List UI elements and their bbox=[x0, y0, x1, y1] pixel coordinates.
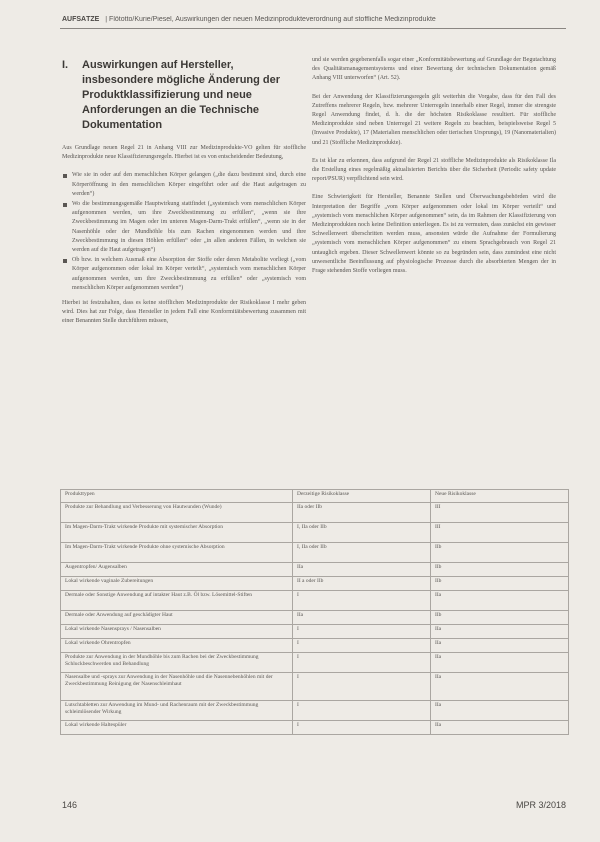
header-divider bbox=[60, 28, 566, 29]
current-class-cell: I bbox=[293, 701, 431, 721]
new-class-cell: IIa bbox=[431, 673, 569, 701]
current-class-cell: I, IIa oder IIb bbox=[293, 543, 431, 563]
page-number: 146 bbox=[62, 800, 78, 810]
new-class-cell: IIb bbox=[431, 577, 569, 591]
product-type-cell: Produkte zur Behandlung und Verbesserung von Hautwunden (Wunde) bbox=[61, 503, 293, 523]
table-row bbox=[61, 673, 569, 701]
table-row bbox=[61, 503, 569, 523]
product-type-cell: Im Magen-Darm-Trakt wirkende Produkte mit systemischer Absorption bbox=[61, 523, 293, 543]
risk-class-table-wrapper bbox=[60, 489, 568, 735]
section-title: Auswirkungen auf Hersteller, insbesondere mögliche Änderung der Produktklassifizierung und neue Anforderungen an die Technische Dokumentation bbox=[82, 59, 281, 131]
current-class-cell: I bbox=[293, 673, 431, 701]
table-row bbox=[61, 721, 569, 735]
table-row bbox=[61, 523, 569, 543]
current-class-cell: IIa bbox=[293, 563, 431, 577]
left-intro-paragraph: Aus Grundlage neuen Regel 21 in Anhang VIII zur Medizinprodukte-VO gelten für stoffliche Medizinprodukte neue Klassifizierungsregeln. Hierbei ist es von entscheidender Bedeutung, bbox=[62, 145, 306, 161]
table-row bbox=[61, 577, 569, 591]
product-type-cell: Lokal wirkende Haltespüler bbox=[61, 721, 293, 735]
current-class-cell: I bbox=[293, 639, 431, 653]
header-product-type: Produkttypen bbox=[61, 490, 293, 503]
criteria-item: Ob bzw. in welchem Ausmaß eine Absorption der Stoffe oder deren Metabolite vorliegt („vom Körper aufgenommen oder lokal im Körper verteilt“, „systemisch vom menschlichen Körper aufgenommen werden, um ihre Zweckbestimmung zu erfüllen“ oder „systemisch vom menschlichen Körper aufgenommen werden“) bbox=[62, 256, 306, 293]
current-class-cell: II a oder IIb bbox=[293, 577, 431, 591]
running-head bbox=[62, 16, 562, 23]
current-class-cell: I, IIa oder IIb bbox=[293, 523, 431, 543]
product-type-cell: Augentropfen/ Augensalben bbox=[61, 563, 293, 577]
right-paragraph-1: und sie werden gegebenenfalls sogar einer „Konformitätsbewertung auf Grundlage der Begutachtung des Qualitätsmanagementsystems und einer Bewertung der technischen Dokumentation gemäß Anhang VIII unterworfen“ (Art. 52). bbox=[312, 57, 556, 82]
running-head-section: AUFSÄTZE bbox=[62, 16, 100, 23]
new-class-cell: IIa bbox=[431, 701, 569, 721]
left-column bbox=[62, 56, 306, 336]
new-class-cell: IIa bbox=[431, 653, 569, 673]
header-current-class: Derzeitige Risikoklasse bbox=[293, 490, 431, 503]
table-header-row bbox=[61, 490, 569, 503]
risk-class-table bbox=[60, 489, 569, 735]
product-type-cell: Dermale oder Anwendung auf geschädigter Haut bbox=[61, 611, 293, 625]
product-type-cell: Lokal wirkende Nasensprays / Nasensalben bbox=[61, 625, 293, 639]
table-row bbox=[61, 543, 569, 563]
new-class-cell: IIa bbox=[431, 591, 569, 611]
table-row bbox=[61, 639, 569, 653]
current-class-cell: I bbox=[293, 721, 431, 735]
table-row bbox=[61, 563, 569, 577]
product-type-cell: Nasensalbe und -sprays zur Anwendung in der Nasenhöhle und die Nasennebenhöhlen mit der Zweckbestimmung Reinigung der Nasenschleimhaut bbox=[61, 673, 293, 701]
left-closing-paragraph: Hierbei ist festzuhalten, dass es keine stofflichen Medizinprodukte der Risikoklasse I mehr geben wird. Dies hat zur Folge, dass Hersteller in jedem Fall eine Konformitätsbewertung zusammen mit einer Benannten Stelle durchführen müssen, bbox=[62, 300, 306, 325]
running-head-text: | Flötotto/Kurie/Piesel, Auswirkungen der neuen Medizinprodukteverordnung auf stoffliche Medizinprodukte bbox=[105, 16, 436, 23]
new-class-cell: IIa bbox=[431, 625, 569, 639]
product-type-cell: Lokal wirkende vaginale Zubereitungen bbox=[61, 577, 293, 591]
product-type-cell: Lokal wirkende Ohrentropfen bbox=[61, 639, 293, 653]
product-type-cell: Lutschtabletten zur Anwendung im Mund- und Rachenraum mit der Zweckbestimmung schleimlösender Wirkung bbox=[61, 701, 293, 721]
new-class-cell: IIb bbox=[431, 563, 569, 577]
right-paragraph-3: Es ist klar zu erkennen, dass aufgrund der Regel 21 stoffliche Medizinprodukte als Risikoklasse Ila die Erstellung eines regelmäßig aktualisierten Berichts über die Sicherheit (Periodic safety update report/PSUR) verpflichtend sein wird. bbox=[312, 157, 556, 183]
header-new-class: Neue Risikoklasse bbox=[431, 490, 569, 503]
product-type-cell: Dermale oder Sonstige Anwendung auf intakter Haut z.B. Öl bzw. Lösemittel-Stiften bbox=[61, 591, 293, 611]
journal-issue: MPR 3/2018 bbox=[515, 800, 566, 810]
current-class-cell: I bbox=[293, 625, 431, 639]
table-row bbox=[61, 653, 569, 673]
product-type-cell: Produkte zur Anwendung in der Mundhöhle bis zum Rachen bei der Zweckbestimmung Schluckbeschwerden und Behandlung bbox=[61, 653, 293, 673]
criteria-list bbox=[62, 171, 306, 293]
table-row bbox=[61, 625, 569, 639]
table-row bbox=[61, 591, 569, 611]
new-class-cell: III bbox=[431, 503, 569, 523]
current-class-cell: IIa bbox=[293, 611, 431, 625]
current-class-cell: I bbox=[293, 591, 431, 611]
current-class-cell: IIa oder IIb bbox=[293, 503, 431, 523]
section-number: I. bbox=[62, 59, 69, 71]
current-class-cell: I bbox=[293, 653, 431, 673]
new-class-cell: III bbox=[431, 523, 569, 543]
table-row bbox=[61, 701, 569, 721]
right-paragraph-4: Eine Schwierigkeit für Hersteller, Benannte Stellen und Überwachungsbehörden wird die Interpretation der Begriffe „vom Körper aufgenommen oder lokal im Körper verteilt“ und „systemisch vom menschlichen Körper aufgenommen“ sein, da im Rahmen der Klassifizierung von Medizinprodukten noch keine Definition unterliegen. Es ist zu vermuten, dass zunächst ein gewisser Schwellenwert überschritten werden muss, ansonsten würde die Aufnahme der Formulierung „systemisch vom menschlichen Körper aufgenommen“ zu einem Sprachgebrauch von Regel 21 untauglich ergeben. Dieser Schwellenwert könnte so zu begründen sein, dass zumindest eine nicht unwesentliche Beeinflussung auf physiologische Prozesse durch die absorbierten Mengen der in Frage stehenden Stoffe vorliegen muss. bbox=[312, 194, 556, 275]
right-column bbox=[312, 56, 556, 285]
new-class-cell: IIb bbox=[431, 611, 569, 625]
new-class-cell: IIa bbox=[431, 639, 569, 653]
section-heading bbox=[62, 58, 306, 133]
new-class-cell: IIa bbox=[431, 721, 569, 735]
table-row bbox=[61, 611, 569, 625]
criteria-item: Wie sie in oder auf den menschlichen Körper gelangen („die dazu bestimmt sind, durch eine Körperöffnung in den menschlichen Körper eingeführt oder auf die Haut aufgetragen zu werden“) bbox=[62, 171, 306, 199]
new-class-cell: IIb bbox=[431, 543, 569, 563]
criteria-item: Wo die bestimmungsgemäße Hauptwirkung stattfindet („systemisch vom menschlichen Körper aufgenommen werden, um ihre Zweckbestimmung zu erfüllen“, „wenn sie ihre Zweckbestimmung im Magen oder im unteren Magen-Darm-Trakt erfüllen“, „wenn sie in der Nasenhöhle oder der Mundhöhle bis zum Rachen eingenommen werden und ihre Zweckbestimmung in diesen Höhlen erfüllen“ oder „in allen anderen Fällen, in welchen sie werden auf die Haut aufgetragen“) bbox=[62, 200, 306, 255]
right-paragraph-2: Bei der Anwendung der Klassifizierungsregeln gilt weiterhin die Vorgabe, dass für den Fall des Zutreffens mehrerer Regeln, bzw. mehrerer Unterregeln innerhalb einer Regel, immer die strengste Regel Anwendung findet, d. h. die der höchsten Risikoklasse resultiert. Für stoffliche Medizinprodukte sind neben Unterregel 21 weitere Regeln zu beachten, beispielsweise Regel 5 (Invasive Produkte), 17 (Materialien menschlichen oder tierischen Ursprungs), 19 (Nanomaterialien) und 21 (Stoffliche Medizinprodukte). bbox=[312, 93, 556, 146]
table-body bbox=[61, 503, 569, 735]
product-type-cell: Im Magen-Darm-Trakt wirkende Produkte ohne systemische Absorption bbox=[61, 543, 293, 563]
